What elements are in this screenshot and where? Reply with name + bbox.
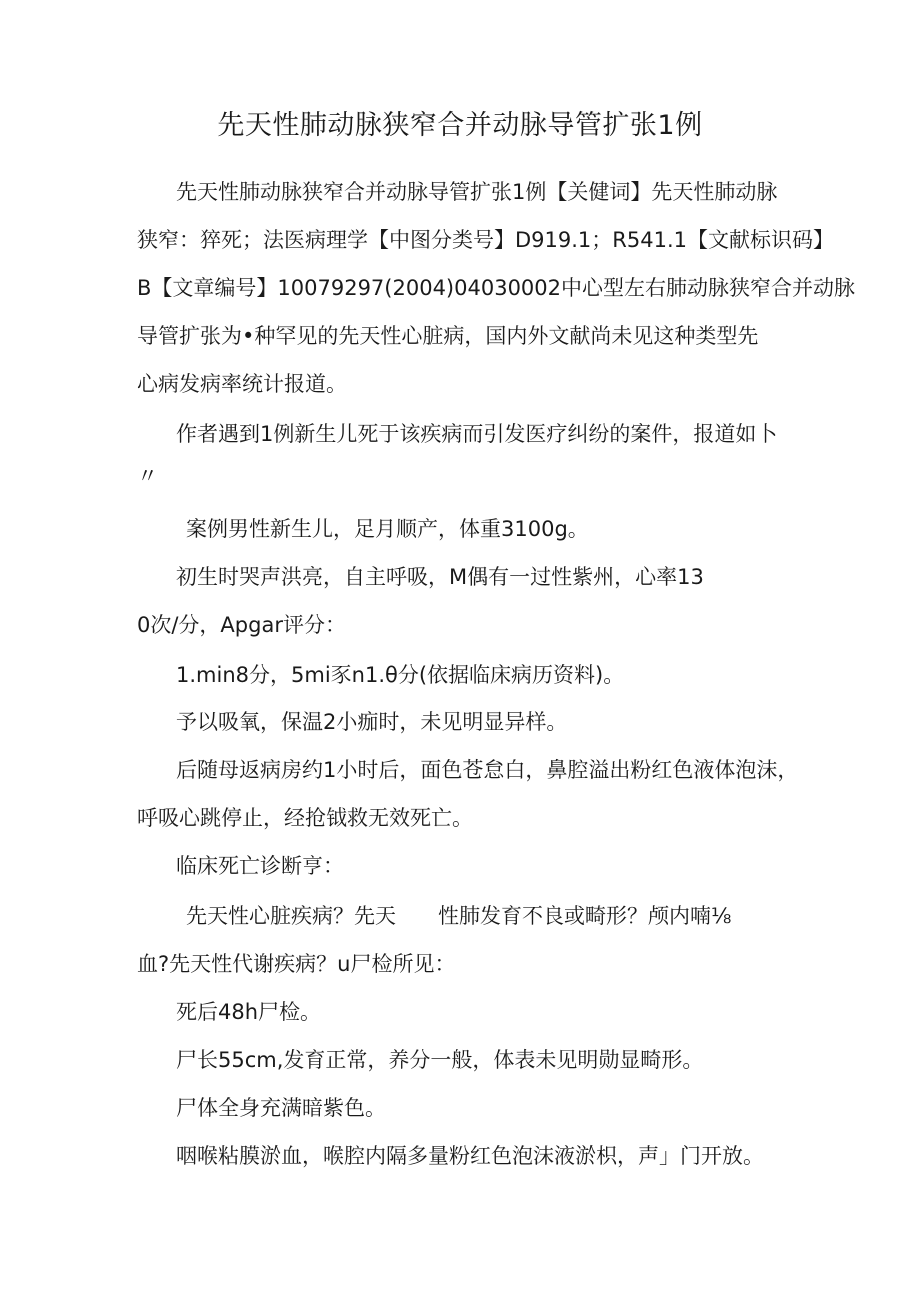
paragraph-line: 0次/分，Apgar评分：	[137, 613, 346, 637]
paragraph-line: 呼吸心跳停止，经抢钺救无效死亡。	[137, 806, 473, 830]
paragraph-line: 心病发病率统计报道。	[137, 372, 347, 396]
paragraph-line: 〃	[137, 464, 158, 488]
paragraph-line: 先天性心脏疾病？先天 性肺发育不良或畸形？颅内喃⅛	[186, 904, 732, 928]
paragraph-line: 1.min8分，5mi豕n1.θ分(依据临床病历资料)。	[176, 663, 625, 687]
paragraph-line: B【文章编号】10079297(2004)04030002中心型左右肺动脉狭窄合并动脉	[137, 276, 856, 300]
paragraph-line: 死后48h尸检。	[176, 1000, 322, 1024]
paragraph-line: 血?先天性代谢疾病？u尸检所见：	[137, 952, 456, 976]
paragraph-line: 先天性肺动脉狭窄合并动脉导管扩张1例【关健词】先天性肺动脉	[176, 180, 778, 204]
paragraph-line: 导管扩张为•种罕见的先天性心脏病，国内外文献尚未见这种类型先	[137, 324, 759, 348]
document-title: 先天性肺动脉狭窄合并动脉导管扩张1例	[217, 110, 703, 141]
paragraph-line: 尸长55cm,发育正常，养分一般，体表未见明勋显畸形。	[176, 1048, 704, 1072]
paragraph-line: 作者遇到1例新生儿死于该疾病而引发医疗纠纷的案件，报道如卜	[176, 422, 778, 446]
paragraph-line: 初生时哭声洪亮，自主呼吸，M偶有一过性紫州，心率13	[176, 565, 704, 589]
paragraph-line: 予以吸氧，保温2小痂时，未见明显异样。	[176, 710, 568, 734]
paragraph-line: 尸体全身充满暗紫色。	[176, 1096, 386, 1120]
paragraph-line: 狭窄：猝死；法医病理学【中图分类号】D919.1；R541.1【文献标识码】	[137, 228, 834, 252]
paragraph-line: 临床死亡诊断亨：	[176, 854, 344, 878]
paragraph-line: 案例男性新生儿，足月顺产，体重3100g。	[186, 517, 589, 541]
paragraph-line: 咽喉粘膜淤血，喉腔内隔多量粉红色泡沫液淤枳，声」门开放。	[176, 1144, 764, 1168]
paragraph-line: 后随母返病房约1小时后，面色苍怠白，鼻腔溢出粉红色液体泡沫，	[176, 758, 799, 782]
